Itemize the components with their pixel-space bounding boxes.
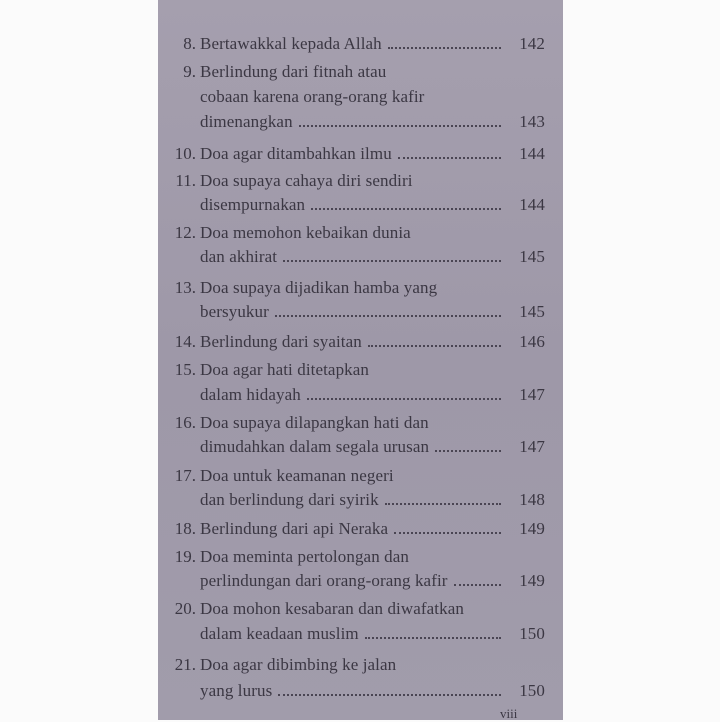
toc-entry-line [200, 30, 545, 54]
toc-entry-line [200, 543, 545, 567]
entry-number: 10. [174, 144, 196, 163]
toc-entry-line [200, 167, 545, 191]
toc-entry-line [200, 409, 545, 433]
dot-leader [278, 694, 501, 696]
toc-entry-line [200, 140, 545, 164]
toc-entry-line [200, 243, 545, 267]
dot-leader [398, 157, 501, 159]
entry-number: 8. [183, 34, 196, 53]
entry-title: dan akhirat [200, 247, 278, 266]
entry-page-number: 145 [519, 302, 545, 321]
entry-title: Doa supaya cahaya diri sendiri [200, 171, 413, 190]
dot-leader [385, 503, 501, 505]
entry-page-number: 144 [519, 195, 545, 214]
entry-number: 13. [174, 278, 196, 297]
entry-page-number: 150 [519, 681, 545, 700]
toc-entry-line [200, 328, 545, 352]
entry-title: perlindungan dari orang-orang kafir [200, 571, 448, 590]
toc-entry-line [200, 651, 545, 675]
entry-title: dimenangkan [200, 112, 293, 131]
entry-page-number: 143 [519, 112, 545, 131]
entry-number: 18. [174, 519, 196, 538]
toc-entry-line [200, 486, 545, 510]
toc-entry-line [200, 677, 545, 701]
entry-title: Bertawakkal kepada Allah [200, 34, 382, 53]
dot-leader [283, 260, 501, 262]
entry-number: 21. [174, 655, 196, 674]
entry-page-number: 149 [519, 571, 545, 590]
entry-title: dimudahkan dalam segala urusan [200, 437, 430, 456]
entry-title: dalam keadaan muslim [200, 624, 359, 643]
entry-title: Doa mohon kesabaran dan diwafatkan [200, 599, 464, 618]
toc-entry-line [200, 381, 545, 405]
dot-leader [394, 532, 501, 534]
dot-leader [299, 125, 501, 127]
entry-number: 9. [183, 62, 196, 81]
entry-number: 20. [174, 599, 196, 618]
toc-entry-line [200, 191, 545, 215]
entry-number: 19. [174, 547, 196, 566]
entry-number: 16. [174, 413, 196, 432]
toc-entry-line [200, 620, 545, 644]
entry-number: 17. [174, 466, 196, 485]
entry-title: Berlindung dari api Neraka [200, 519, 389, 538]
entry-title: Doa meminta pertolongan dan [200, 547, 409, 566]
toc-entry-line [200, 433, 545, 457]
entry-number: 14. [174, 332, 196, 351]
entry-title: bersyukur [200, 302, 269, 321]
entry-title: cobaan karena orang-orang kafir [200, 87, 425, 106]
dot-leader [368, 345, 501, 347]
entry-page-number: 144 [519, 144, 545, 163]
entry-number: 15. [174, 360, 196, 379]
toc-entry-line [200, 595, 545, 619]
toc-entry-line [200, 58, 545, 82]
toc-entry-line [200, 83, 545, 107]
dot-leader [435, 450, 501, 452]
entry-page-number: 145 [519, 247, 545, 266]
entry-title: Doa untuk keamanan negeri [200, 466, 394, 485]
entry-title: dalam hidayah [200, 385, 301, 404]
toc-entry-line [200, 515, 545, 539]
entry-title: Berlindung dari fitnah atau [200, 62, 387, 81]
entry-title: yang lurus [200, 681, 273, 700]
dot-leader [365, 637, 501, 639]
entry-page-number: 147 [519, 385, 545, 404]
dot-leader [275, 315, 501, 317]
toc-entry-line [200, 567, 545, 591]
entry-page-number: 142 [519, 34, 545, 53]
dot-leader [307, 398, 501, 400]
entry-number: 12. [174, 223, 196, 242]
entry-title: Doa agar hati ditetapkan [200, 360, 370, 379]
entry-page-number: 147 [519, 437, 545, 456]
toc-entry-line [200, 356, 545, 380]
entry-title: Doa agar dibimbing ke jalan [200, 655, 397, 674]
entry-title: Doa agar ditambahkan ilmu [200, 144, 392, 163]
page-number: viii [500, 706, 518, 721]
toc-entry-line [200, 108, 545, 132]
entry-title: Berlindung dari syaitan [200, 332, 362, 351]
entry-title: Doa supaya dijadikan hamba yang [200, 278, 438, 297]
dot-leader [311, 208, 501, 210]
toc-entry-line [200, 219, 545, 243]
entry-title: Doa supaya dilapangkan hati dan [200, 413, 429, 432]
entry-title: dan berlindung dari syirik [200, 490, 379, 509]
entry-title: disempurnakan [200, 195, 306, 214]
toc-entry-line [200, 274, 545, 298]
dot-leader [388, 47, 501, 49]
entry-page-number: 149 [519, 519, 545, 538]
toc-entry-line [200, 298, 545, 322]
entry-page-number: 150 [519, 624, 545, 643]
entry-title: Doa memohon kebaikan dunia [200, 223, 411, 242]
entry-number: 11. [175, 171, 196, 190]
entry-page-number: 148 [519, 490, 545, 509]
entry-page-number: 146 [519, 332, 545, 351]
toc-entry-line [200, 462, 545, 486]
dot-leader [454, 584, 501, 586]
